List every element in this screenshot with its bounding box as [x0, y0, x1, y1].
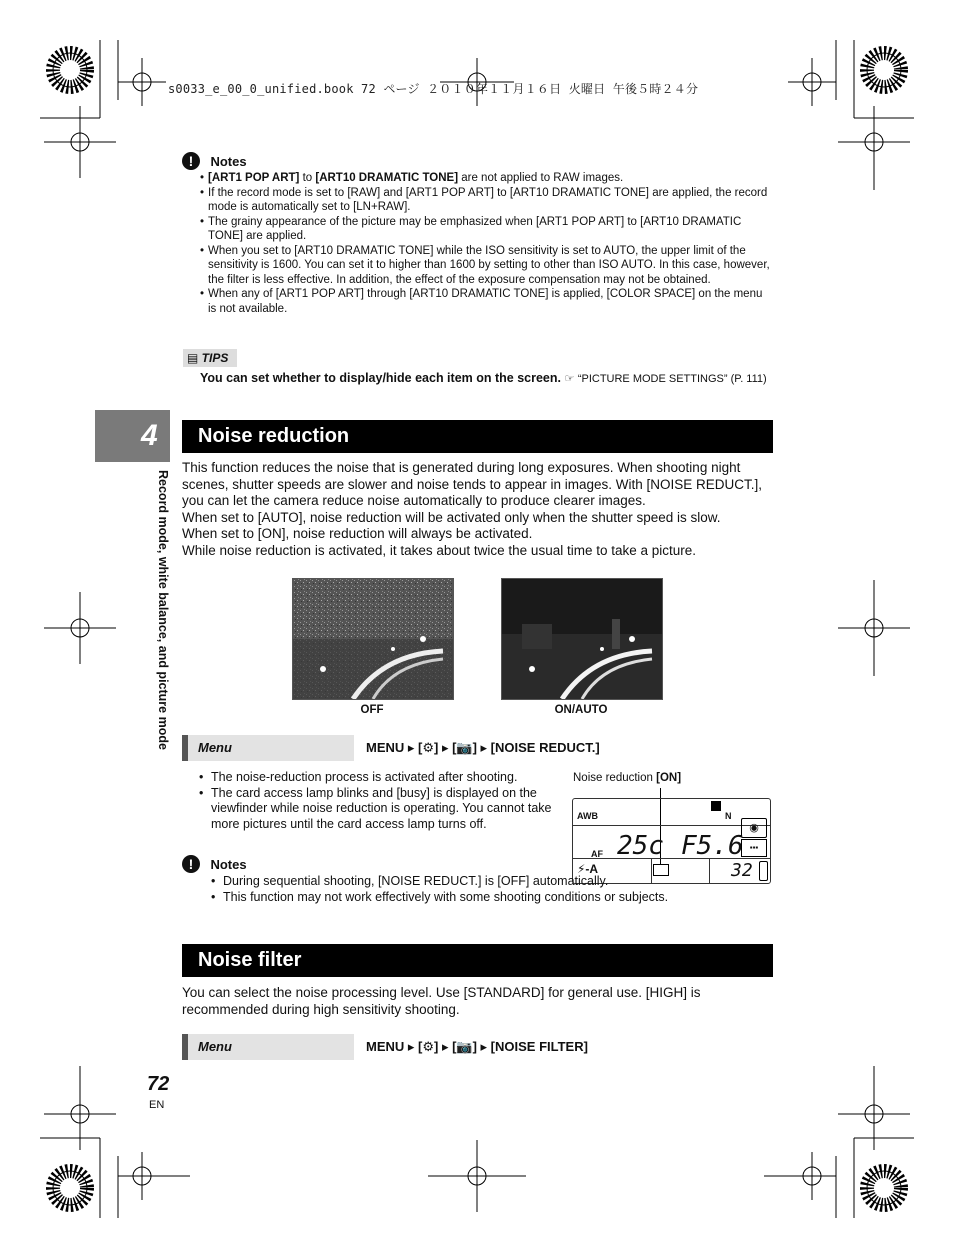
lcd-caption: Noise reduction [ON] — [573, 772, 682, 784]
reference-icon: ☞ — [564, 373, 575, 385]
lcd-flash-mode: ⚡-A — [577, 862, 599, 876]
exclamation-icon: ! — [182, 152, 200, 170]
tips-label: ▤ TIPS — [183, 349, 237, 367]
lcd-shot-count: 32 — [731, 860, 753, 881]
list-item: • If the record mode is set to [RAW] and [ART1 POP ART] to [ART10 DRAMATIC TONE] are applied, the record mode is automatically set to [LN+RAW]. — [200, 186, 772, 215]
noise-filter-body: You can select the noise processing level. Use [STANDARD] for general use. [HIGH] is recommended during high sensitivity shooting. — [182, 985, 701, 1017]
notes-title: Notes — [210, 154, 247, 169]
lcd-shutter-speed: 25c — [617, 831, 664, 861]
photo-noise-off — [292, 578, 454, 700]
photo-caption-off: OFF — [360, 704, 384, 716]
lcd-aperture: F5.6 — [681, 831, 744, 861]
noise-reduction-bullets — [199, 770, 561, 832]
night-scene-noisy-image — [293, 579, 453, 699]
list-item: • During sequential shooting, [NOISE REDUCT.] is [OFF] automatically. — [211, 874, 771, 890]
lcd-af-point-icon: ▪▪▪ — [741, 839, 767, 857]
list-item: • When you set to [ART10 DRAMATIC TONE] while the ISO sensitivity is set to AUTO, the upper limit of the sensitivity is 1600. You can set it to higher than 1600 by setting to other than ISO AUTO. In this case, however, the filter is less effective. In addition, the effect of the exposure compensation may not be obtained. — [200, 244, 772, 288]
noise-reduction-body — [182, 460, 772, 559]
paragraph: While noise reduction is activated, it takes about twice the usual time to take a picture. — [182, 542, 697, 558]
photo-noise-on-auto — [501, 578, 663, 700]
tips-icon: ▤ — [187, 351, 202, 365]
exclamation-icon: ! — [182, 855, 200, 873]
menu-label: Menu — [182, 1034, 354, 1060]
notes-block-2 — [182, 855, 247, 874]
list-item: • The noise-reduction process is activated after shooting. — [199, 770, 561, 786]
book-header: s0033_e_00_0_unified.book 72 ページ ２０１０年１１月１６日 火曜日 午後５時２４分 — [168, 82, 699, 96]
paragraph: This function reduces the noise that is generated during long exposures. When shooting night scenes, shutter speeds are slower and noise tends to appear in images. With [NOISE REDUCT.], you can let the camera reduce noise automatically to produce clearer images. — [182, 460, 763, 508]
tips-reference: “PICTURE MODE SETTINGS” (P. 111) — [577, 373, 767, 385]
menu-path-noise-filter: MENU ▸ [⚙] ▸ [📷] ▸ [NOISE FILTER] — [366, 1039, 588, 1054]
lcd-metering-icon: ◉ — [741, 818, 767, 838]
chapter-tab: 4 — [95, 410, 170, 462]
chapter-side-label: Record mode, white balance, and picture mode — [156, 470, 170, 750]
lcd-display — [572, 798, 771, 884]
list-item: • This function may not work effectively with some shooting conditions or subjects. — [211, 890, 771, 906]
notes-list-2 — [211, 874, 771, 905]
menu-label: Menu — [182, 735, 354, 761]
lcd-mode: N — [725, 811, 732, 821]
page-number: 72 — [147, 1073, 170, 1095]
photo-caption-on-auto: ON/AUTO — [554, 704, 608, 716]
section-title-noise-reduction: Noise reduction — [182, 420, 773, 453]
notes-list-1 — [200, 171, 772, 316]
tips-heading: You can set whether to display/hide each item on the screen. — [200, 371, 561, 385]
tips-text — [200, 371, 772, 387]
lcd-af: AF — [591, 849, 603, 859]
lcd-quality-icon — [711, 801, 721, 811]
paragraph: When set to [ON], noise reduction will always be activated. — [182, 526, 533, 541]
list-item: • The card access lamp blinks and [busy] is displayed on the viewfinder while noise reduction is operating. You cannot take more pictures until the card access lamp turns off. — [199, 786, 561, 833]
list-item: • [ART1 POP ART] to [ART10 DRAMATIC TONE] are not applied to RAW images. — [200, 171, 772, 186]
menu-path-noise-reduct: MENU ▸ [⚙] ▸ [📷] ▸ [NOISE REDUCT.] — [366, 740, 600, 755]
list-item: • The grainy appearance of the picture may be emphasized when [ART1 POP ART] to [ART10 DRAMATIC TONE] are applied. — [200, 215, 772, 244]
notes-title: Notes — [210, 857, 247, 872]
list-item: • When any of [ART1 POP ART] through [ART10 DRAMATIC TONE] is applied, [COLOR SPACE] on the menu is not available. — [200, 287, 772, 316]
page-language: EN — [149, 1099, 165, 1111]
paragraph: When set to [AUTO], noise reduction will be activated only when the shutter speed is slow. — [182, 509, 721, 525]
notes-block-1 — [182, 152, 247, 171]
section-title-noise-filter: Noise filter — [182, 944, 773, 977]
night-scene-clean-image — [502, 579, 662, 699]
lcd-awb: AWB — [577, 811, 598, 821]
